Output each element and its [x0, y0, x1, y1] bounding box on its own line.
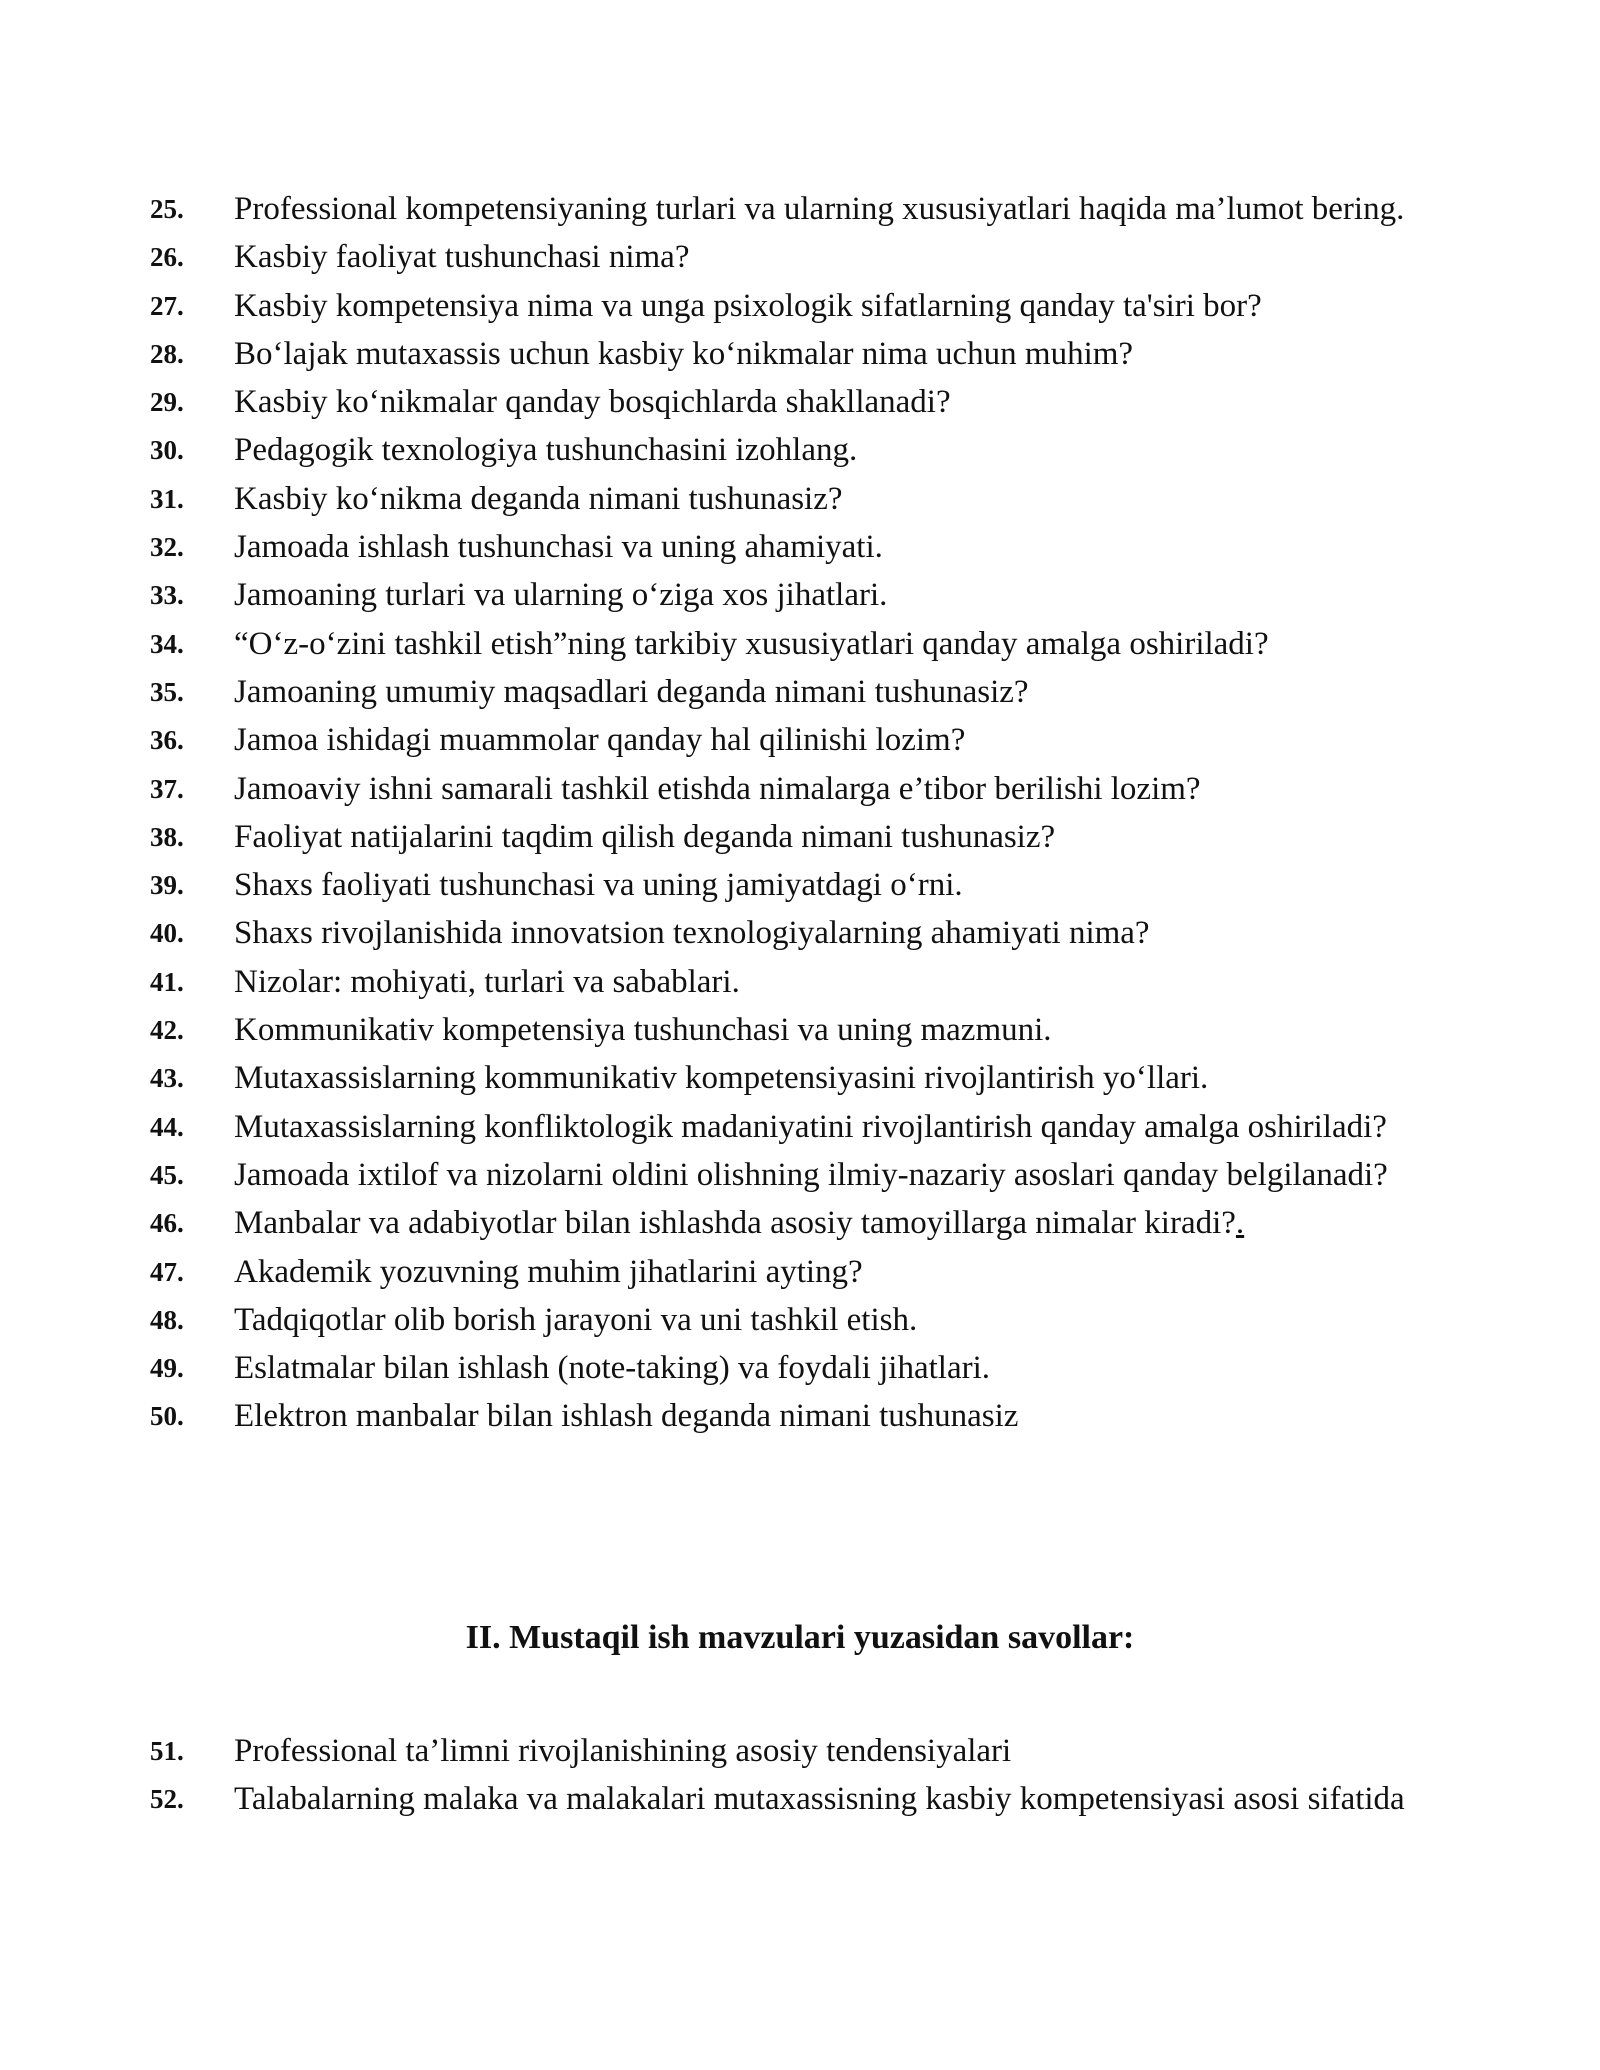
list-item — [0, 1151, 1600, 1199]
item-number: 47. — [150, 1256, 184, 1287]
item-text: “O‘z-o‘zini tashkil etish”ning tarkibiy xususiyatlari qanday amalga oshiriladi? — [234, 625, 1269, 662]
item-text: Bo‘lajak mutaxassis uchun kasbiy ko‘nikmalar nima uchun muhim? — [234, 335, 1134, 372]
list-item — [0, 1344, 1600, 1392]
item-text: Kasbiy ko‘nikmalar qanday bosqichlarda shakllanadi? — [234, 384, 951, 421]
item-number: 48. — [150, 1304, 184, 1335]
item-number: 50. — [150, 1401, 184, 1432]
list-item — [0, 1103, 1600, 1151]
item-number: 35. — [150, 676, 184, 707]
item-number: 39. — [150, 870, 184, 901]
item-number: 37. — [150, 773, 184, 804]
item-text: Nizolar: mohiyati, turlari va sabablari. — [234, 963, 740, 1000]
item-text: Shaxs rivojlanishida innovatsion texnologiyalarning ahamiyati nima? — [234, 915, 1150, 952]
list-item — [0, 861, 1600, 909]
item-number: 44. — [150, 1111, 184, 1142]
item-number: 46. — [150, 1208, 184, 1239]
list-item — [0, 1248, 1600, 1296]
item-text: Shaxs faoliyati tushunchasi va uning jamiyatdagi o‘rni. — [234, 867, 963, 904]
list-item — [0, 475, 1600, 523]
item-number: 49. — [150, 1353, 184, 1384]
list-item — [0, 1054, 1600, 1102]
list-item — [0, 330, 1600, 378]
item-text: Akademik yozuvning muhim jihatlarini ayting? — [234, 1253, 863, 1290]
item-number: 52. — [150, 1784, 184, 1815]
item-text: Jamoaning umumiy maqsadlari deganda nimani tushunasiz? — [234, 673, 1029, 710]
list-item — [0, 185, 1600, 233]
item-number: 43. — [150, 1063, 184, 1094]
list-item — [0, 1296, 1600, 1344]
item-text: Jamoada ishlash tushunchasi va uning ahamiyati. — [234, 529, 883, 566]
list-item — [0, 765, 1600, 813]
question-list-part1 — [0, 185, 1600, 1441]
item-text: Pedagogik texnologiya tushunchasini izohlang. — [234, 432, 858, 469]
item-number: 25. — [150, 194, 184, 224]
list-item — [0, 958, 1600, 1006]
item-text: Manbalar va adabiyotlar bilan ishlashda asosiy tamoyillarga nimalar kiradi? — [234, 1205, 1236, 1242]
item-text: Eslatmalar bilan ishlash (note-taking) va foydali jihatlari. — [234, 1350, 991, 1387]
item-text: Mutaxassislarning kommunikativ kompetensiyasini rivojlantirish yo‘llari. — [234, 1060, 1209, 1097]
list-item — [0, 1775, 1600, 1823]
item-number: 28. — [150, 338, 184, 369]
item-text: Jamoaviy ishni samarali tashkil etishda nimalarga e’tibor berilishi lozim? — [234, 770, 1201, 807]
item-number: 32. — [150, 532, 184, 563]
item-number: 30. — [150, 435, 184, 466]
item-text: Professional ta’limni rivojlanishining asosiy tendensiyalari — [234, 1733, 1012, 1769]
list-item — [0, 620, 1600, 668]
item-text: Kasbiy faoliyat tushunchasi nima? — [234, 239, 690, 276]
list-item — [0, 716, 1600, 764]
item-text: Kasbiy kompetensiya nima va unga psixologik sifatlarning qanday ta'siri bor? — [234, 287, 1262, 324]
list-item — [0, 813, 1600, 861]
list-item — [0, 571, 1600, 619]
list-item — [0, 523, 1600, 571]
item-number: 51. — [150, 1736, 184, 1766]
item-number: 41. — [150, 966, 184, 997]
list-item — [0, 1199, 1600, 1247]
item-text: Kasbiy ko‘nikma deganda nimani tushunasiz? — [234, 480, 843, 517]
list-item — [0, 378, 1600, 426]
item-number: 38. — [150, 821, 184, 852]
item-text: Mutaxassislarning konfliktologik madaniyatini rivojlantirish qanday amalga oshiriladi? — [234, 1108, 1387, 1145]
list-item — [0, 426, 1600, 474]
item-number: 45. — [150, 1159, 184, 1190]
item-number: 36. — [150, 725, 184, 756]
list-item — [0, 1727, 1600, 1775]
list-item — [0, 233, 1600, 281]
item-text: Jamoada ixtilof va nizolarni oldini olishning ilmiy-nazariy asoslari qanday belgilanadi? — [234, 1156, 1388, 1193]
item-text: Jamoa ishidagi muammolar qanday hal qilinishi lozim? — [234, 722, 966, 759]
item-number: 31. — [150, 483, 184, 514]
item-text: Professional kompetensiyaning turlari va ularning xususiyatlari haqida ma’lumot bering. — [234, 191, 1405, 227]
item-number: 27. — [150, 290, 184, 321]
list-item — [0, 909, 1600, 957]
list-item — [0, 1392, 1600, 1440]
item-text: Elektron manbalar bilan ishlash deganda nimani tushunasiz — [234, 1398, 1019, 1435]
item-text: Tadqiqotlar olib borish jarayoni va uni tashkil etish. — [234, 1301, 918, 1338]
item-text: Faoliyat natijalarini taqdim qilish deganda nimani tushunasiz? — [234, 818, 1056, 855]
item-number: 42. — [150, 1015, 184, 1046]
item-text: Talabalarning malaka va malakalari mutaxassisning kasbiy kompetensiyasi asosi sifatida — [234, 1781, 1405, 1818]
list-item — [0, 282, 1600, 330]
item-text: Kommunikativ kompetensiya tushunchasi va uning mazmuni. — [234, 1012, 1052, 1049]
underlined-period: . — [1235, 1205, 1245, 1242]
item-number: 33. — [150, 580, 184, 611]
item-text: Jamoaning turlari va ularning o‘ziga xos jihatlari. — [234, 577, 888, 614]
item-number: 40. — [150, 918, 184, 949]
list-item — [0, 668, 1600, 716]
item-number: 26. — [150, 242, 184, 273]
section-heading: II. Mustaqil ish mavzulari yuzasidan savollar: — [465, 1619, 1135, 1656]
item-number: 29. — [150, 387, 184, 418]
item-number: 34. — [150, 628, 184, 659]
question-list-part2 — [0, 1727, 1600, 1824]
list-item — [0, 1006, 1600, 1054]
